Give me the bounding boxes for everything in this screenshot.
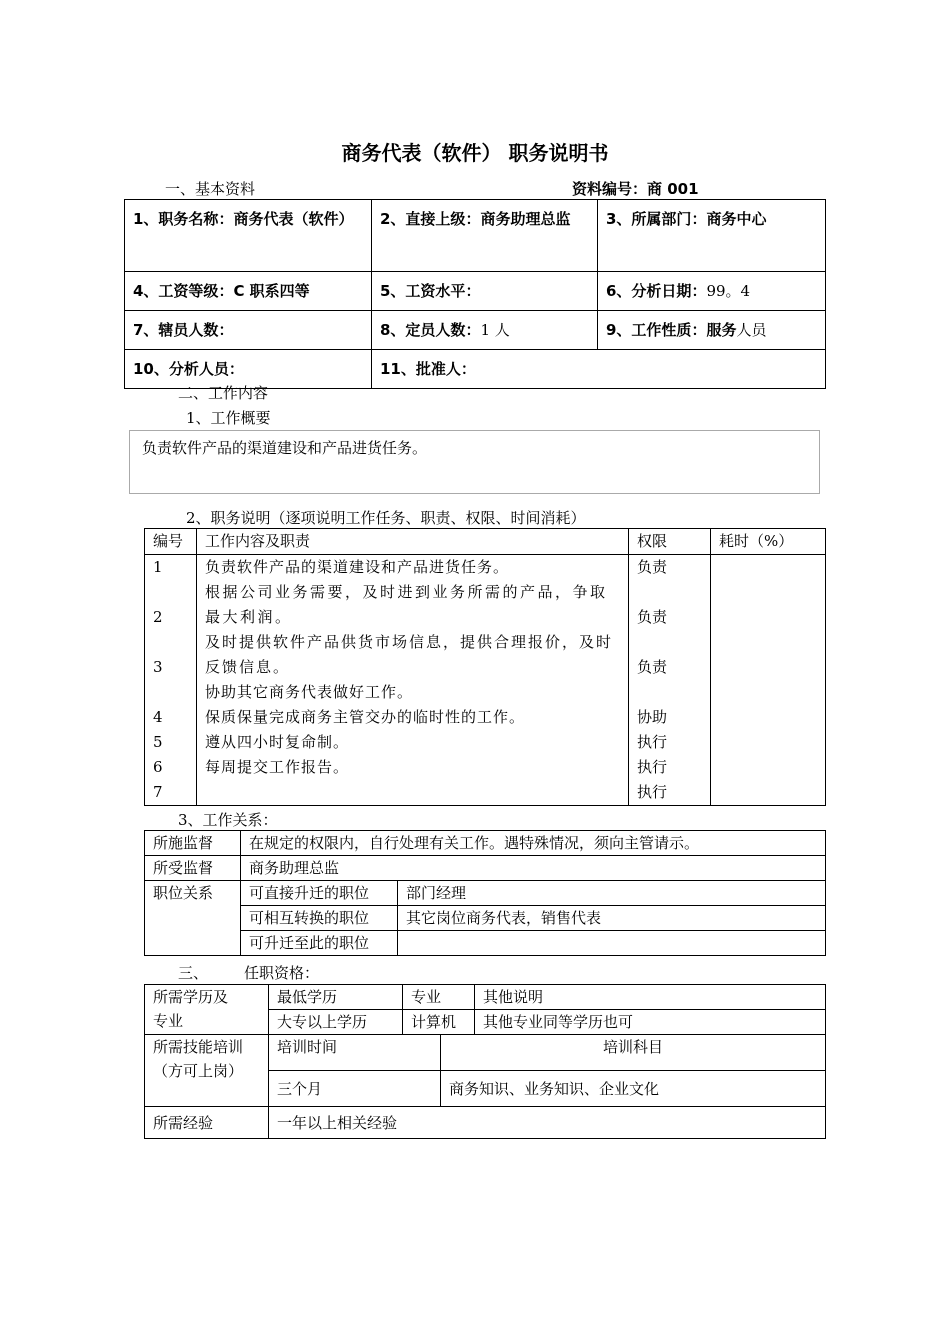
section-qualification-number: 三、 xyxy=(178,964,209,982)
edu-major-value: 计算机 xyxy=(403,1010,475,1035)
duty-authority: 协助 xyxy=(637,708,668,726)
rel-promote-value: 部门经理 xyxy=(398,881,826,906)
duty-text: 及时提供软件产品供货市场信息，提供合理报价，及时反馈信息。 xyxy=(205,633,614,676)
overview-box xyxy=(129,430,820,494)
duties-header-no: 编号 xyxy=(145,529,197,555)
rel-position-label: 职位关系 xyxy=(145,881,241,956)
section-work-heading: 二、工作内容 xyxy=(178,384,269,402)
rel-transfer-value: 其它岗位商务代表，销售代表 xyxy=(398,906,826,931)
rel-from-value xyxy=(398,931,826,956)
overview-heading: 1、工作概要 xyxy=(186,409,271,427)
section-basic-heading: 一、基本资料 xyxy=(165,180,256,198)
duties-heading: 2、职务说明（逐项说明工作任务、职责、权限、时间消耗） xyxy=(186,509,586,527)
duty-authority: 执行 xyxy=(637,733,668,751)
duties-header-content: 工作内容及职责 xyxy=(197,529,629,555)
duty-number: 1 xyxy=(153,558,163,576)
edu-min-value: 大专以上学历 xyxy=(269,1010,403,1035)
analysis-date-cell: 6、分析日期：99。4 xyxy=(598,272,826,311)
approver-cell: 11、批准人： xyxy=(372,350,826,389)
train-subject-header: 培训科目 xyxy=(441,1035,826,1071)
superior-cell: 2、直接上级：商务助理总监 xyxy=(372,200,598,272)
duty-time-column xyxy=(711,555,826,806)
rel-supervise-label: 所施监督 xyxy=(145,831,241,856)
exp-value: 一年以上相关经验 xyxy=(269,1107,826,1139)
duty-number: 5 xyxy=(153,733,163,751)
overview-text: 负责软件产品的渠道建设和产品进货任务。 xyxy=(142,439,428,457)
duty-authority: 负责 xyxy=(637,558,668,576)
edu-major-header: 专业 xyxy=(403,985,475,1010)
train-time-header: 培训时间 xyxy=(269,1035,441,1071)
rel-supervised-value: 商务助理总监 xyxy=(241,856,826,881)
rel-transfer-label: 可相互转换的职位 xyxy=(241,906,398,931)
duty-authority: 负责 xyxy=(637,608,668,626)
pay-grade-cell: 4、工资等级：C 职系四等 xyxy=(125,272,372,311)
edu-min-header: 最低学历 xyxy=(269,985,403,1010)
train-label xyxy=(145,1035,269,1107)
rel-from-label: 可升迁至此的职位 xyxy=(241,931,398,956)
edu-label-line: 专业 xyxy=(153,1012,184,1030)
edu-other-value: 其他专业同等学历也可 xyxy=(475,1010,826,1035)
duty-number: 4 xyxy=(153,708,163,726)
duty-number-column xyxy=(145,555,197,806)
duty-text: 遵从四小时复命制。 xyxy=(205,733,350,751)
duty-number: 3 xyxy=(153,658,163,676)
qualification-table xyxy=(144,984,826,1139)
relations-table xyxy=(144,830,826,956)
fixed-count-cell: 8、定员人数：1 人 xyxy=(372,311,598,350)
duty-authority: 负责 xyxy=(637,658,668,676)
staff-count-cell: 7、辖员人数： xyxy=(125,311,372,350)
duty-text: 负责软件产品的渠道建设和产品进货任务。 xyxy=(205,558,510,576)
edu-label xyxy=(145,985,269,1035)
rel-supervised-label: 所受监督 xyxy=(145,856,241,881)
duty-number: 7 xyxy=(153,783,163,801)
train-label-line: （方可上岗） xyxy=(153,1062,244,1080)
duties-header-authority: 权限 xyxy=(629,529,711,555)
duty-text: 协助其它商务代表做好工作。 xyxy=(205,683,414,701)
edu-label-line: 所需学历及 xyxy=(153,988,229,1006)
page-title: 商务代表（软件） 职务说明书 xyxy=(341,141,609,165)
duty-authority: 执行 xyxy=(637,783,668,801)
pay-level-cell: 5、工资水平： xyxy=(372,272,598,311)
job-nature-cell: 9、工作性质：服务人员 xyxy=(598,311,826,350)
department-cell: 3、所属部门：商务中心 xyxy=(598,200,826,272)
job-name-cell: 1、职务名称：商务代表（软件） xyxy=(125,200,372,272)
section-qualification-heading: 任职资格： xyxy=(244,964,320,982)
duty-text: 保质保量完成商务主管交办的临时性的工作。 xyxy=(205,708,526,726)
train-label-line: 所需技能培训 xyxy=(153,1038,244,1056)
duty-text-column xyxy=(197,555,629,806)
basic-info-table xyxy=(124,199,826,389)
rel-supervise-value: 在规定的权限内，自行处理有关工作。遇特殊情况，须向主管请示。 xyxy=(241,831,826,856)
analyst-cell: 10、分析人员： xyxy=(125,350,372,389)
duties-table xyxy=(144,528,826,806)
relations-heading: 3、工作关系： xyxy=(178,811,278,829)
edu-other-header: 其他说明 xyxy=(475,985,826,1010)
document-number: 资料编号：商 001 xyxy=(572,180,699,198)
duty-authority: 执行 xyxy=(637,758,668,776)
exp-label: 所需经验 xyxy=(145,1107,269,1139)
duty-text: 每周提交工作报告。 xyxy=(205,758,350,776)
duty-number: 6 xyxy=(153,758,163,776)
duties-header-time: 耗时（%） xyxy=(711,529,826,555)
duty-number: 2 xyxy=(153,608,163,626)
duty-text: 根据公司业务需要，及时进到业务所需的产品，争取最大利润。 xyxy=(205,583,608,626)
train-subject-value: 商务知识、业务知识、企业文化 xyxy=(441,1071,826,1107)
duty-authority-column xyxy=(629,555,711,806)
rel-promote-label: 可直接升迁的职位 xyxy=(241,881,398,906)
train-time-value: 三个月 xyxy=(269,1071,441,1107)
